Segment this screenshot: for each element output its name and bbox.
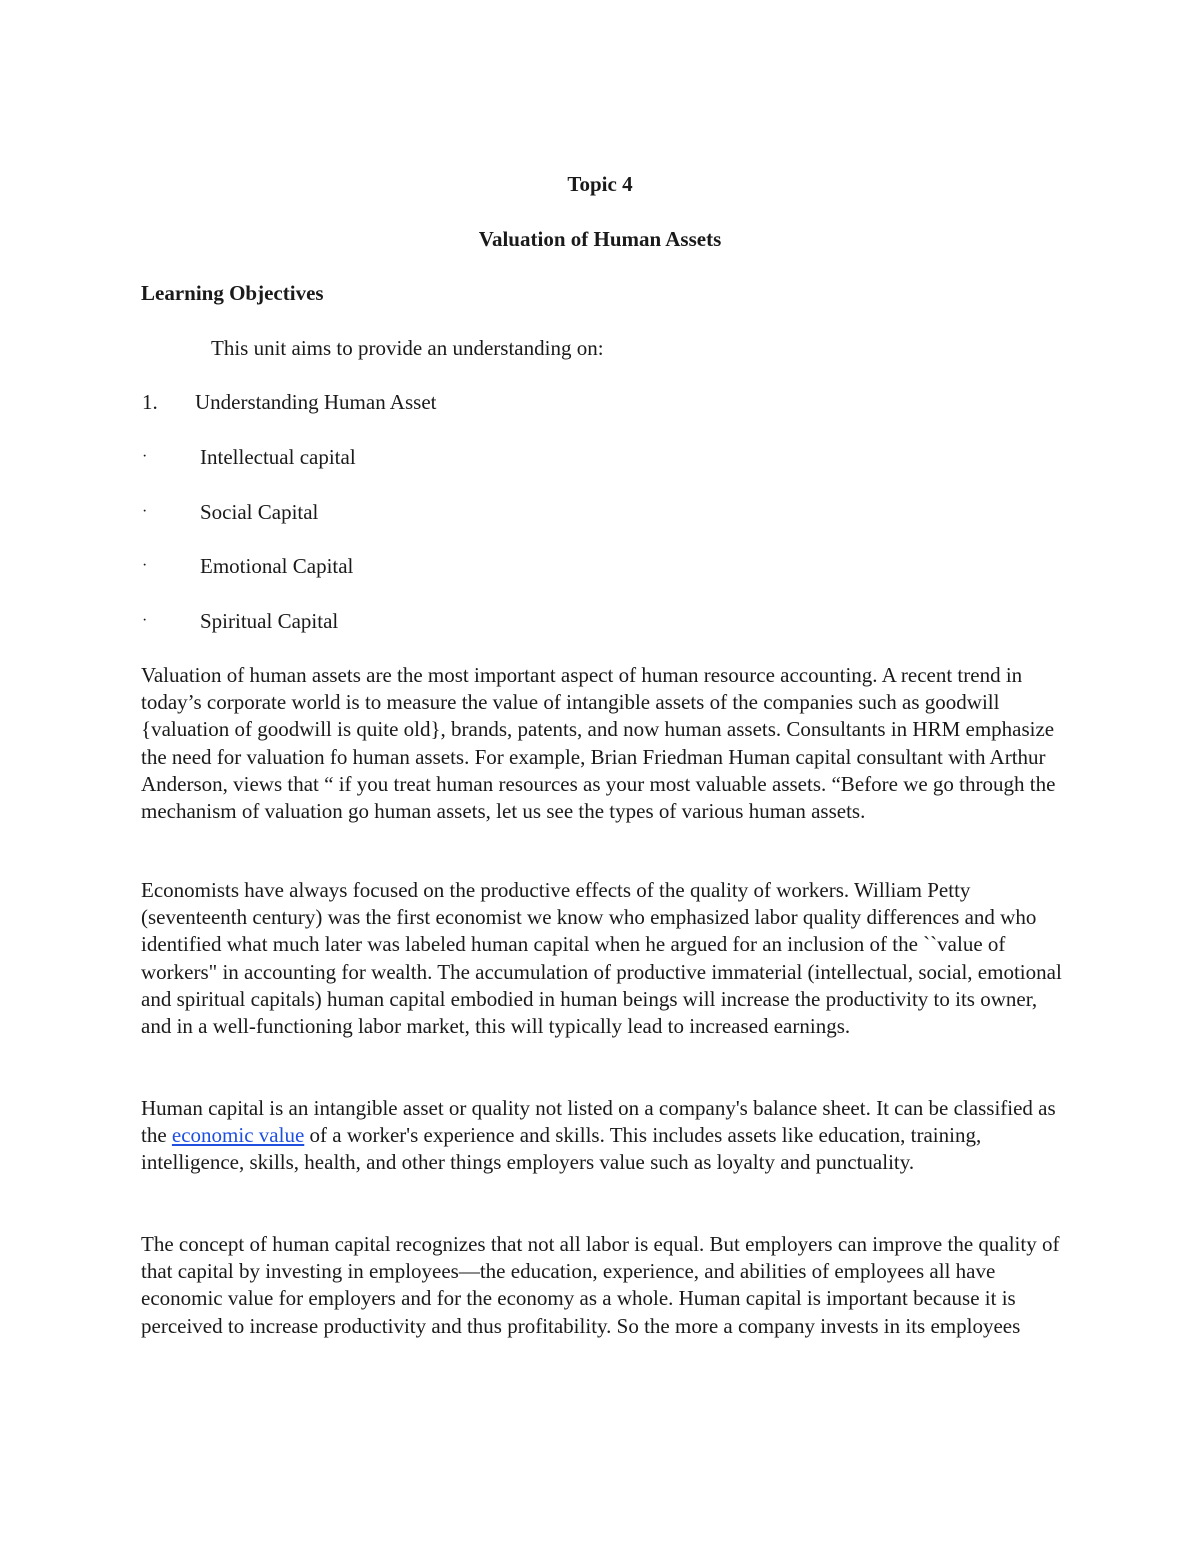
intro-line: This unit aims to provide an understanding on:: [211, 336, 604, 360]
paragraph-text: of a worker's experience and skills. This includes assets like education, training, intelligence, skills, health, and other things employers value such as loyalty and punctuality.: [141, 1123, 982, 1175]
list-number: 1.: [142, 390, 158, 414]
bullet-marker: ·: [142, 612, 148, 629]
list-item: Social Capital: [200, 500, 319, 524]
bullet-marker: ·: [142, 503, 148, 520]
learning-objectives-heading: Learning Objectives: [141, 281, 324, 305]
topic-label: Topic 4: [567, 172, 633, 196]
paragraph-economists: Economists have always focused on the productive effects of the quality of workers. William Petty (seventeenth century) was the first economist we know who emphasized labor quality differences and who identified what much later was labeled human capital when he argued for an inclusion of the ``value of workers" in accounting for wealth. The accumulation of productive immaterial (intellectual, social, emotional and spiritual capitals) human capital embodied in human beings will increase the productivity to its owner, and in a well-functioning labor market, this will typically lead to increased earnings.: [141, 878, 1062, 1039]
paragraph-human-capital: [141, 1095, 1066, 1177]
paragraph-concept: The concept of human capital recognizes that not all labor is equal. But employers can improve the quality of that capital by investing in employees—the education, experience, and abilities of employees all have economic value for employers and for the economy as a whole. Human capital is important because it is perceived to increase productivity and thus profitability. So the more a company invests in its employees: [141, 1232, 1060, 1338]
paragraph-valuation: Valuation of human assets are the most important aspect of human resource accounting. A recent trend in today’s corporate world is to measure the value of intangible assets of the companies such as goodwill {valuation of goodwill is quite old}, brands, patents, and now human assets. Consultants in HRM emphasize the need for valuation fo human assets. For example, Brian Friedman Human capital consultant with Arthur Anderson, views that “ if you treat human resources as your most valuable assets. “Before we go through the mechanism of valuation go human assets, let us see the types of various human assets.: [141, 663, 1056, 824]
document-title: Valuation of Human Assets: [478, 227, 722, 251]
bullet-marker: ·: [142, 448, 148, 465]
list-item: Emotional Capital: [200, 554, 354, 578]
list-item: Intellectual capital: [200, 445, 356, 469]
bullet-marker: ·: [142, 557, 148, 574]
list-item: Spiritual Capital: [200, 609, 339, 633]
numbered-item-label: Understanding Human Asset: [195, 390, 437, 414]
economic-value-link[interactable]: economic value: [171, 1123, 305, 1148]
paragraph-text: Human capital is an intangible asset or quality not listed on a company's balance sheet. It can be classified as the: [141, 1096, 1056, 1148]
